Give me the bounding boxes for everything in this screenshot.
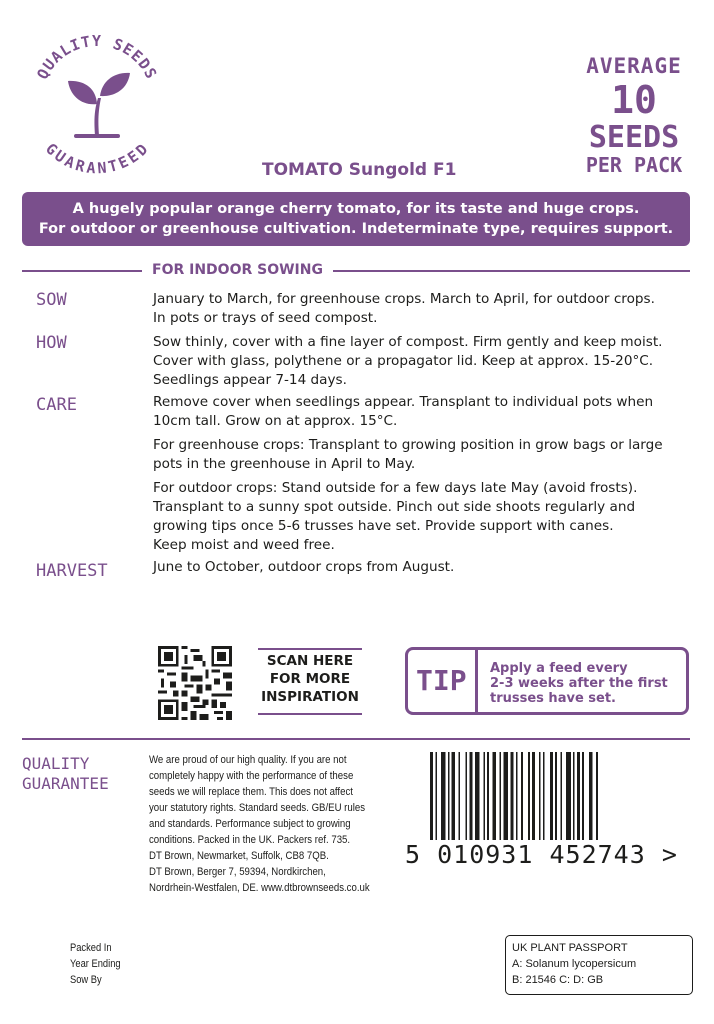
packed-in-label: Packed In: [70, 942, 112, 954]
svg-text:QUALITY SEEDS: [33, 32, 160, 82]
banner-line-1: A hugely popular orange cherry tomato, for its taste and huge crops.: [72, 201, 640, 217]
badge-bottom-text: GUARANTEED: [41, 139, 153, 176]
per-pack-label: PER PACK: [585, 153, 683, 177]
care-line: 10cm tall. Grow on at approx. 15°C.: [153, 413, 398, 429]
section-divider: [22, 270, 690, 272]
care-line: growing tips once 5-6 trusses have set. Provide support with canes.: [153, 518, 614, 534]
product-title: TOMATO Sungold F1: [262, 160, 457, 180]
care-text-2: [153, 436, 693, 474]
scan-line-2: FOR MORE: [269, 671, 351, 687]
qg-label-line: GUARANTEE: [22, 774, 109, 793]
care-line: pots in the greenhouse in April to May.: [153, 456, 416, 472]
barcode-icon: [430, 752, 666, 840]
scan-line-3: INSPIRATION: [261, 689, 359, 705]
sow-line: January to March, for greenhouse crops. March to April, for outdoor crops.: [153, 291, 655, 307]
qg-line: and standards. Performance subject to growing: [149, 818, 351, 830]
tip-line: trusses have set.: [490, 691, 616, 706]
how-text: [153, 333, 693, 390]
qg-line: seeds we will replace them. This does not affect: [149, 786, 353, 798]
qg-line: We are proud of our high quality. If you are not: [149, 754, 347, 766]
description-banner: [22, 192, 690, 246]
qr-code-icon[interactable]: [158, 646, 232, 720]
average-seeds-block: [572, 56, 696, 175]
packed-info: [70, 940, 121, 988]
bottom-divider: [22, 738, 690, 740]
qg-line: completely happy with the performance of these: [149, 770, 354, 782]
qg-line: DT Brown, Newmarket, Suffolk, CB8 7QB.: [149, 850, 329, 862]
sow-line: In pots or trays of seed compost.: [153, 310, 378, 326]
banner-line-2: For outdoor or greenhouse cultivation. Indeterminate type, requires support.: [38, 221, 674, 237]
sow-label: SOW: [36, 290, 67, 310]
how-line: Cover with glass, polythene or a propagator lid. Keep at approx. 15-20°C.: [153, 353, 654, 369]
quality-seeds-badge: [22, 26, 172, 176]
care-line: For greenhouse crops: Transplant to growing position in grow bags or large: [153, 437, 663, 453]
tip-line: 2-3 weeks after the first: [490, 676, 668, 691]
care-label: CARE: [36, 395, 77, 415]
care-text-1: [153, 393, 693, 431]
average-label: AVERAGE: [586, 54, 682, 78]
passport-codes: B: 21546 C: D: GB: [512, 974, 604, 986]
passport-title: UK PLANT PASSPORT: [512, 942, 628, 954]
care-line: Transplant to a sunny spot outside. Pinch out side shoots regularly and: [153, 499, 636, 515]
harvest-line: June to October, outdoor crops from August.: [153, 559, 455, 575]
quality-guarantee-label: [22, 754, 109, 794]
tip-text: [490, 661, 680, 706]
passport-botanical-name: A: Solanum lycopersicum: [512, 958, 637, 970]
scan-top-rule: [258, 648, 362, 650]
seeds-label: SEEDS: [588, 120, 680, 155]
care-line: Remove cover when seedlings appear. Transplant to individual pots when: [153, 394, 654, 410]
barcode-digits: 5 010931 452743 >: [405, 840, 678, 869]
qg-line: Nordrhein-Westfalen, DE. www.dtbrownseeds.co.uk: [149, 882, 370, 894]
qg-line: conditions. Packed in the UK. Packers ref. 735.: [149, 834, 351, 846]
seed-count: 10: [611, 78, 657, 122]
scan-line-1: SCAN HERE: [266, 653, 354, 669]
tip-line: Apply a feed every: [490, 661, 628, 676]
svg-text:GUARANTEED: [42, 140, 152, 176]
seedling-icon: [68, 73, 130, 138]
badge-top-text: QUALITY SEEDS: [33, 32, 161, 83]
section-heading: FOR INDOOR SOWING: [142, 262, 333, 278]
how-line: Seedlings appear 7-14 days.: [153, 372, 347, 388]
plant-passport: [505, 935, 693, 995]
care-line: Keep moist and weed free.: [153, 537, 335, 553]
how-label: HOW: [36, 333, 67, 353]
care-line: For outdoor crops: Stand outside for a few days late May (avoid frosts).: [153, 480, 638, 496]
year-ending-label: Year Ending: [70, 958, 121, 970]
tip-label: TIP: [416, 664, 467, 697]
qg-line: DT Brown, Berger 7, 59394, Nordkirchen,: [149, 866, 326, 878]
scan-prompt: [258, 652, 362, 706]
care-text-3: [153, 479, 693, 555]
quality-guarantee-text: [149, 752, 390, 896]
sow-by-label: Sow By: [70, 974, 102, 986]
sow-text: [153, 290, 693, 328]
tip-divider: [475, 650, 478, 713]
harvest-text: [153, 558, 693, 577]
how-line: Sow thinly, cover with a fine layer of compost. Firm gently and keep moist.: [153, 334, 663, 350]
harvest-label: HARVEST: [36, 561, 108, 581]
qg-label-line: QUALITY: [22, 754, 90, 773]
qg-line: your statutory rights. Standard seeds. GB/EU rules: [149, 802, 366, 814]
scan-bottom-rule: [258, 713, 362, 715]
